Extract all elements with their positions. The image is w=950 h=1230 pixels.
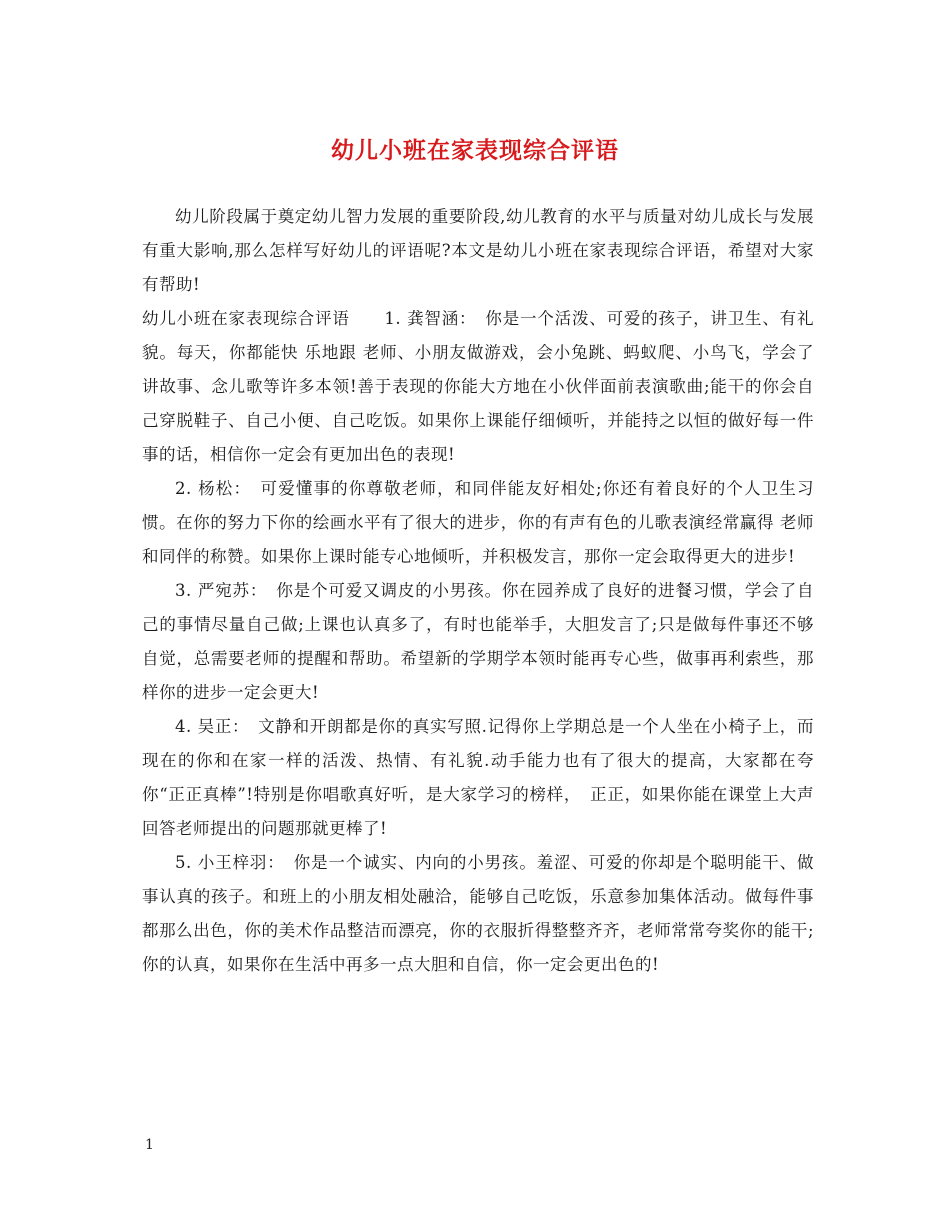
entry-paragraph: 5. 小王梓羽： 你是一个诚实、内向的小男孩。羞涩、可爱的你却是个聪明能干、做事认真的孩子。和班上的小朋友相处融洽，能够自己吃饭，乐意参加集体活动。做每件事都那么出色，你的美术作品整洁而漂亮，你的衣服折得整整齐齐，老师常常夸奖你的能干;你的认真，如果你在生活中再多一点大胆和自信，你一定会更出色的! [142,853,814,974]
entry-paragraph: 2. 杨松： 可爱懂事的你尊敬老师，和同伴能友好相处;你还有着良好的个人卫生习惯。在你的努力下你的绘画水平有了很大的进步，你的有声有色的儿歌表演经常赢得 老师和同伴的称赞。如果你上课时能专心地倾听，并积极发言，那你一定会取得更大的进步! [142,479,814,566]
document-title: 幼儿小班在家表现综合评语 [331,137,619,164]
intro-paragraph: 幼儿阶段属于奠定幼儿智力发展的重要阶段,幼儿教育的水平与质量对幼儿成长与发展有重大影响,那么怎样写好幼儿的评语呢?本文是幼儿小班在家表现综合评语，希望对大家有帮助! [142,207,814,294]
section-lead-paragraph: 幼儿小班在家表现综合评语 1. 龚智涵： 你是一个活泼、可爱的孩子，讲卫生、有礼貌。每天，你都能快 乐地跟 老师、小朋友做游戏，会小兔跳、蚂蚁爬、小鸟飞，学会了讲故事、念儿歌等许多本领!善于表现的你能大方地在小伙伴面前表演歌曲;能干的你会自己穿脱鞋子、自己小便、自己吃饭。如果你上课能仔细倾听，并能持之以恒的做好每一件事的话，相信你一定会有更加出色的表现! [142,309,814,464]
document-body [142,200,814,982]
entry-paragraph: 4. 吴正： 文静和开朗都是你的真实写照.记得你上学期总是一个人坐在小椅子上，而现在的你和在家一样的活泼、热情、有礼貌.动手能力也有了很大的提高，大家都在夸你“正正真棒”!特别是你唱歌真好听，是大家学习的榜样， 正正，如果你能在课堂上大声回答老师提出的问题那就更棒了! [142,717,814,838]
page-number: 1 [145,1137,154,1153]
entry-paragraph: 3. 严宛苏： 你是个可爱又调皮的小男孩。你在园养成了良好的进餐习惯，学会了自己的事情尽量自己做;上课也认真多了，有时也能举手，大胆发言了;只是做每件事还不够自觉，总需要老师的提醒和帮助。希望新的学期学本领时能再专心些，做事再利索些，那样你的进步一定会更大! [142,581,814,702]
